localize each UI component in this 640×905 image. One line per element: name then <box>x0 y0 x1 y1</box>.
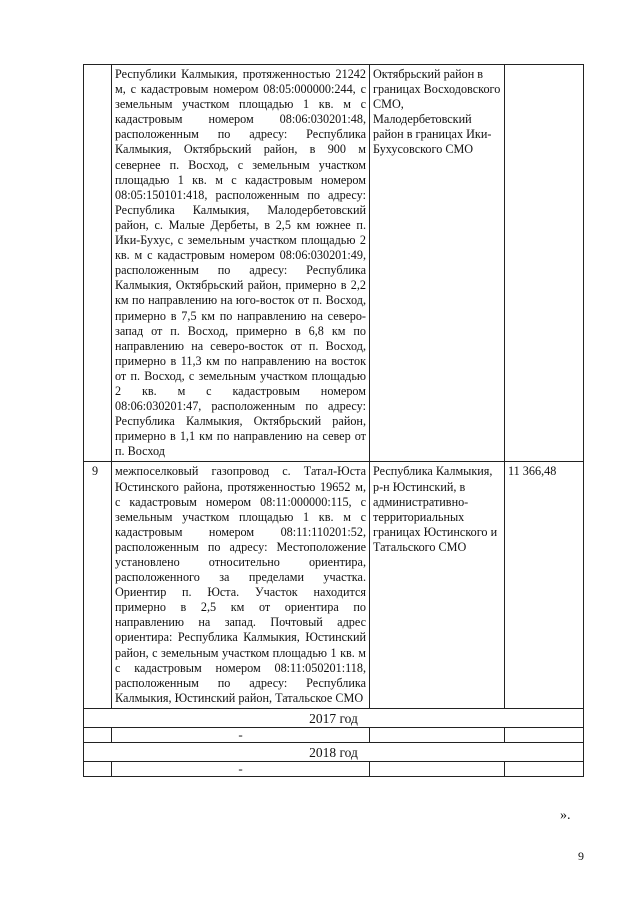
year-row <box>84 742 584 761</box>
empty-cell <box>505 761 584 776</box>
year-heading-2017: 2017 год <box>84 708 584 727</box>
object-amount <box>505 65 584 462</box>
dash-cell: - <box>112 761 370 776</box>
object-description: Республики Калмыкия, протяженностью 21242 м, с кадастровым номером 08:05:000000:244, с земельным участком площадью 1 кв. м с кадастровым номером 08:06:030201:48, расположенным по адресу: Республика Калмыкия, Октябрьский район, в 900 м севернее п. Восход, с земельным участком площадью 1 кв. м с кадастровым номером 08:05:150101:418, расположенным по адресу: Республика Калмыкия, Малодербетовский район, с. Малые Дербеты, в 2,5 км южнее п. Ики-Бухус, с земельным участком площадью 2 кв. м с кадастровым номером 08:06:030201:49, расположенным по адресу: Республика Калмыкия, Октябрьский район, примерно в 2,2 км по направлению на юго-восток от п. Восход, примерно в 7,5 км по направлению на северо-запад от п. Восход, примерно в 6,8 км по направлению на северо-восток от п. Восход, примерно в 11,3 км по направлению на восток от п. Восход, с земельным участком площадью 2 кв. м с кадастровым номером 08:06:030201:47, расположенным по адресу: Республика Калмыкия, Октябрьский район, примерно в 1,1 км по направлению на север от п. Восход <box>112 65 370 462</box>
objects-table <box>83 64 584 777</box>
object-location: Октябрьский район в границах Восходовского СМО, Малодербетовский район в границах Ики- Бухусовского СМО <box>370 65 505 462</box>
empty-cell <box>84 727 112 742</box>
empty-cell <box>370 761 505 776</box>
row-number: 9 <box>84 462 112 709</box>
page-number: 9 <box>578 849 584 863</box>
table-row <box>84 65 584 462</box>
row-number <box>84 65 112 462</box>
object-amount: 11 366,48 <box>505 462 584 709</box>
dash-cell: - <box>112 727 370 742</box>
closing-quote: ». <box>560 808 571 823</box>
table-row <box>84 462 584 709</box>
year-row <box>84 708 584 727</box>
object-location: Республика Калмыкия, р-н Юстинский, в административно- территориальных границах Юстинского и Татальского СМО <box>370 462 505 709</box>
table-row <box>84 727 584 742</box>
year-heading-2018: 2018 год <box>84 742 584 761</box>
object-description: межпоселковый газопровод с. Татал-Юста Юстинского района, протяженностью 19652 м, с кадастровым номером 08:11:000000:115, с земельным участком площадью 1 кв. м с кадастровым номером 08:11:110201:52, расположенным по адресу: Местоположение установлено относительно ориентира, расположенного за пределами участка. Ориентир п. Юста. Участок находится примерно в 2,5 км от ориентира по направлению на запад. Почтовый адрес ориентира: Республика Калмыкия, Юстинский район, с земельным участком площадью 1 кв. м с кадастровым номером 08:11:050201:118, расположенным по адресу: Республика Калмыкия, Юстинский район, Татальское СМО <box>112 462 370 709</box>
empty-cell <box>370 727 505 742</box>
empty-cell <box>84 761 112 776</box>
table-row <box>84 761 584 776</box>
empty-cell <box>505 727 584 742</box>
